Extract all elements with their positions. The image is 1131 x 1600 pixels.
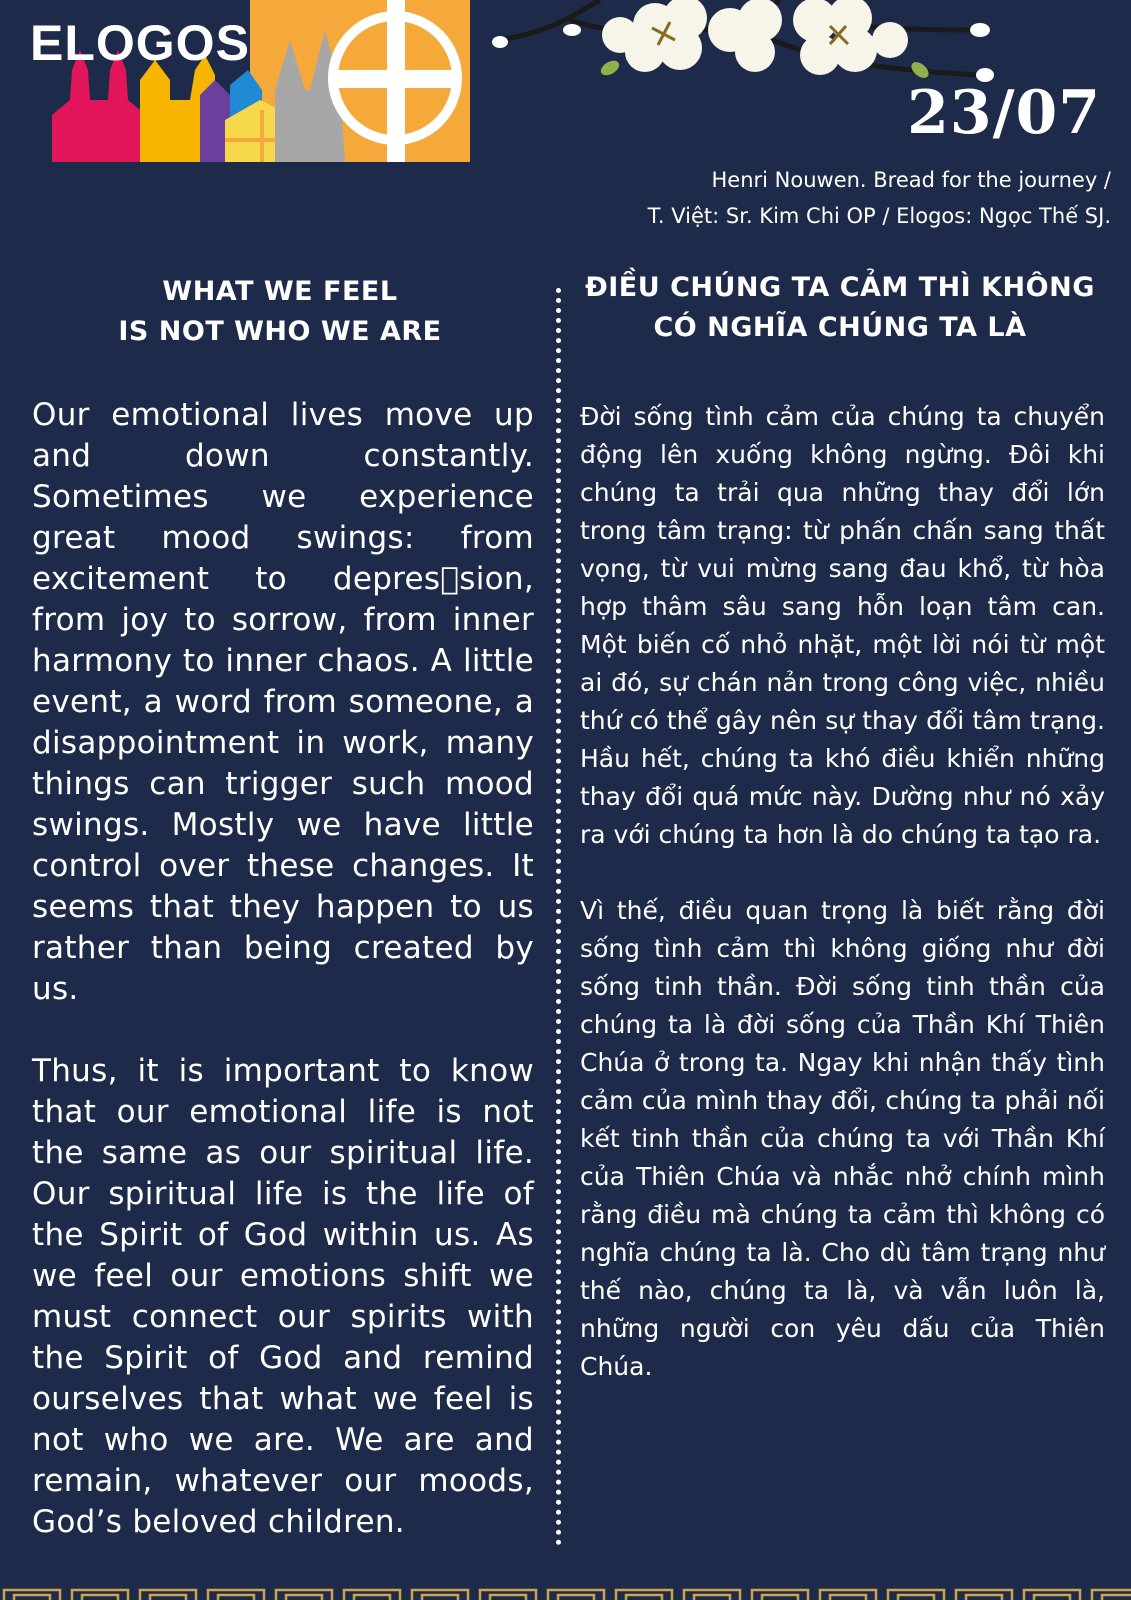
decorative-bottom-border	[0, 1588, 1131, 1600]
vietnamese-paragraph-1: Đời sống tình cảm của chúng ta chuyển động lên xuống không ngừng. Đôi khi chúng ta trải qua những thay đổi lớn trong tâm trạng: từ phấn chấn sang thất vọng, từ vui mừng sang đau khổ, từ hòa hợp thâm sâu sang hỗn loạn tâm can. Một biến cố nhỏ nhặt, một lời nói từ một ai đó, sự chán nản trong công việc, nhiều thứ có thể gây nên sự thay đổi tâm trạng. Hầu hết, chúng ta khó điều khiển những thay đổi quá mức này. Dường như nó xảy ra với chúng ta hơn là do chúng ta tạo ra.	[580, 402, 1105, 849]
credit-line-1: Henri Nouwen. Bread for the journey /	[711, 168, 1111, 192]
vietnamese-text-column	[580, 398, 1105, 1386]
date-label: 23/07	[907, 78, 1101, 148]
elogos-logo	[0, 0, 470, 162]
vietnamese-title	[576, 268, 1104, 348]
vietnamese-paragraph-2: Vì thế, điều quan trọng là biết rằng đời sống tình cảm thì không giống như đời sống tinh thần. Đời sống tinh thần của chúng ta là đời sống của Thần Khí Thiên Chúa ở trong ta. Ngay khi nhận thấy tình cảm của mình thay đổi, chúng ta phải nối kết tinh thần của chúng ta với Thần Khí của Thiên Chúa và nhắc nhở chính mình rằng điều mà chúng ta cảm thì không có nghĩa chúng ta là. Cho dù tâm trạng như thế nào, chúng ta là, và vẫn luôn là, những người con yêu dấu của Thiên Chúa.	[580, 896, 1105, 1381]
vietnamese-title-line-1: ĐIỀU CHÚNG TA CẢM THÌ KHÔNG	[585, 272, 1095, 303]
english-paragraph-2: Thus, it is important to know that our emotional life is not the same as our spiritual life. Our spiritual life is the life of the Spirit of God within us. As we feel our emotions shift we must connect our spirits with the Spirit of God and remind ourselves that what we feel is not who we are. We are and remain, whatever our moods, God’s beloved children.	[32, 1053, 534, 1540]
english-paragraph-1: Our emotional lives move up and down constantly. Sometimes we experience great mood swings: from excitement to depres sion, from joy to sorrow, from inner harmony to inner chaos. A little event, a word from someone, a disappointment in work, many things can trigger such mood swings. Mostly we have little control over these changes. It seems that they happen to us rather than being created by us.	[32, 397, 534, 1007]
english-title-line-2: IS NOT WHO WE ARE	[118, 316, 442, 347]
logo-text: ELOGOS	[30, 15, 250, 71]
english-title	[30, 272, 530, 352]
english-text-column	[32, 395, 534, 1543]
credit-line-2: T. Việt: Sr. Kim Chi OP / Elogos: Ngọc Thế SJ.	[647, 204, 1111, 228]
column-divider	[556, 288, 561, 1546]
english-title-line-1: WHAT WE FEEL	[162, 276, 398, 307]
vietnamese-title-line-2: CÓ NGHĨA CHÚNG TA LÀ	[653, 312, 1027, 343]
source-credit	[648, 162, 1111, 234]
